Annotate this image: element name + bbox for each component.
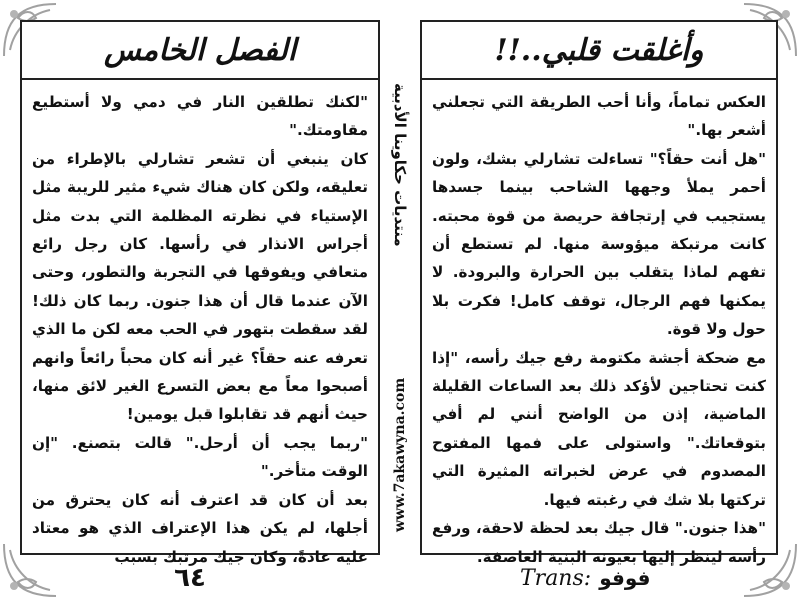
book-title: وأغلقت قلبي..!! xyxy=(422,22,776,80)
forum-name: منتديات حكاوينا الأدبية xyxy=(391,83,409,247)
paragraph: "ربما يجب أن أرحل." قالت بتصنع. "إن الوقت متأخر." xyxy=(32,433,368,481)
right-page-column xyxy=(420,20,778,566)
paragraph: "هذا جنون." قال جيك بعد لحظة لاحقة، ورفع رأسه لينظر إليها بعيونه البنية العاصفة. xyxy=(432,519,766,566)
paragraph: "هل أنت حقاً؟" تساءلت تشارلي بشك، ولون أحمر يملأ وجهها الشاحب بينما جسدها يستجيب في إرتجافة حريصة من قوة محبته. كانت مرتبكة ميؤوسة منها. لم تستطع أن تفهم لماذا يتقلب بين الحرارة والبرودة. لا يمكنها فهم الرجال، توقف كامل! فكرت بلا حول ولا قوة. xyxy=(432,149,766,339)
left-page-text xyxy=(22,80,378,571)
paragraph: مع ضحكة أجشة مكتومة رفع جيك رأسه، "إذا كنت تحتاجين لأؤكد ذلك بعد الساعات القليلة الماضية، إذن من الواضح أنني لم أفي بتوقعاتك." واستولى على فمها المفتوح المصدوم في عرض لخبراته المثيرة التي تركتها بلا شك في رغبته فيها. xyxy=(432,348,766,509)
paragraph: "لكنك تطلقين النار في دمي ولا أستطيع مقاومتك." xyxy=(32,93,368,140)
page-number: ٦٤ xyxy=(174,563,206,593)
right-page-text xyxy=(422,80,776,571)
left-page-column xyxy=(20,20,380,566)
website-url: www.7akawyna.com xyxy=(392,377,408,533)
paragraph: العكس تماماً، وأنا أحب الطريقة التي تجعلني أشعر بها." xyxy=(432,93,766,140)
chapter-title: الفصل الخامس xyxy=(22,22,378,80)
spine xyxy=(383,20,417,555)
paragraph: بعد أن كان قد اعترف أنه كان يحترق من أجلها، لم يكن هذا الإعتراف الذي هو معتاد عليه عادةً، وكان جيك مرتبك بسبب xyxy=(32,490,368,566)
paragraph: كان ينبغي أن تشعر تشارلي بالإطراء من تعليقه، ولكن كان هناك شيء مثير للريبة مثل الإستياء في نظرته المظلمة التي بدت مثل أجراس الانذار في رأسها. كان رجل رائع متعافي ويفوقها في التجربة والتطور، وحتى الآن عندما قال أن هذا جنون. ربما كان ذلك! لقد سقطت بتهور في الحب معه لكن ما الذي تعرفه عنه حقاً؟ غير أنه كان محباً رائعاً وانهم أصبحوا معاً مع بعض التسرع الغير لائق منها، حيث أنهم قد تقابلوا قبل يومين! xyxy=(32,149,368,424)
translator-credit xyxy=(520,566,700,591)
credit-label: Trans: xyxy=(520,566,592,591)
translator-name: فوفو xyxy=(599,566,651,590)
